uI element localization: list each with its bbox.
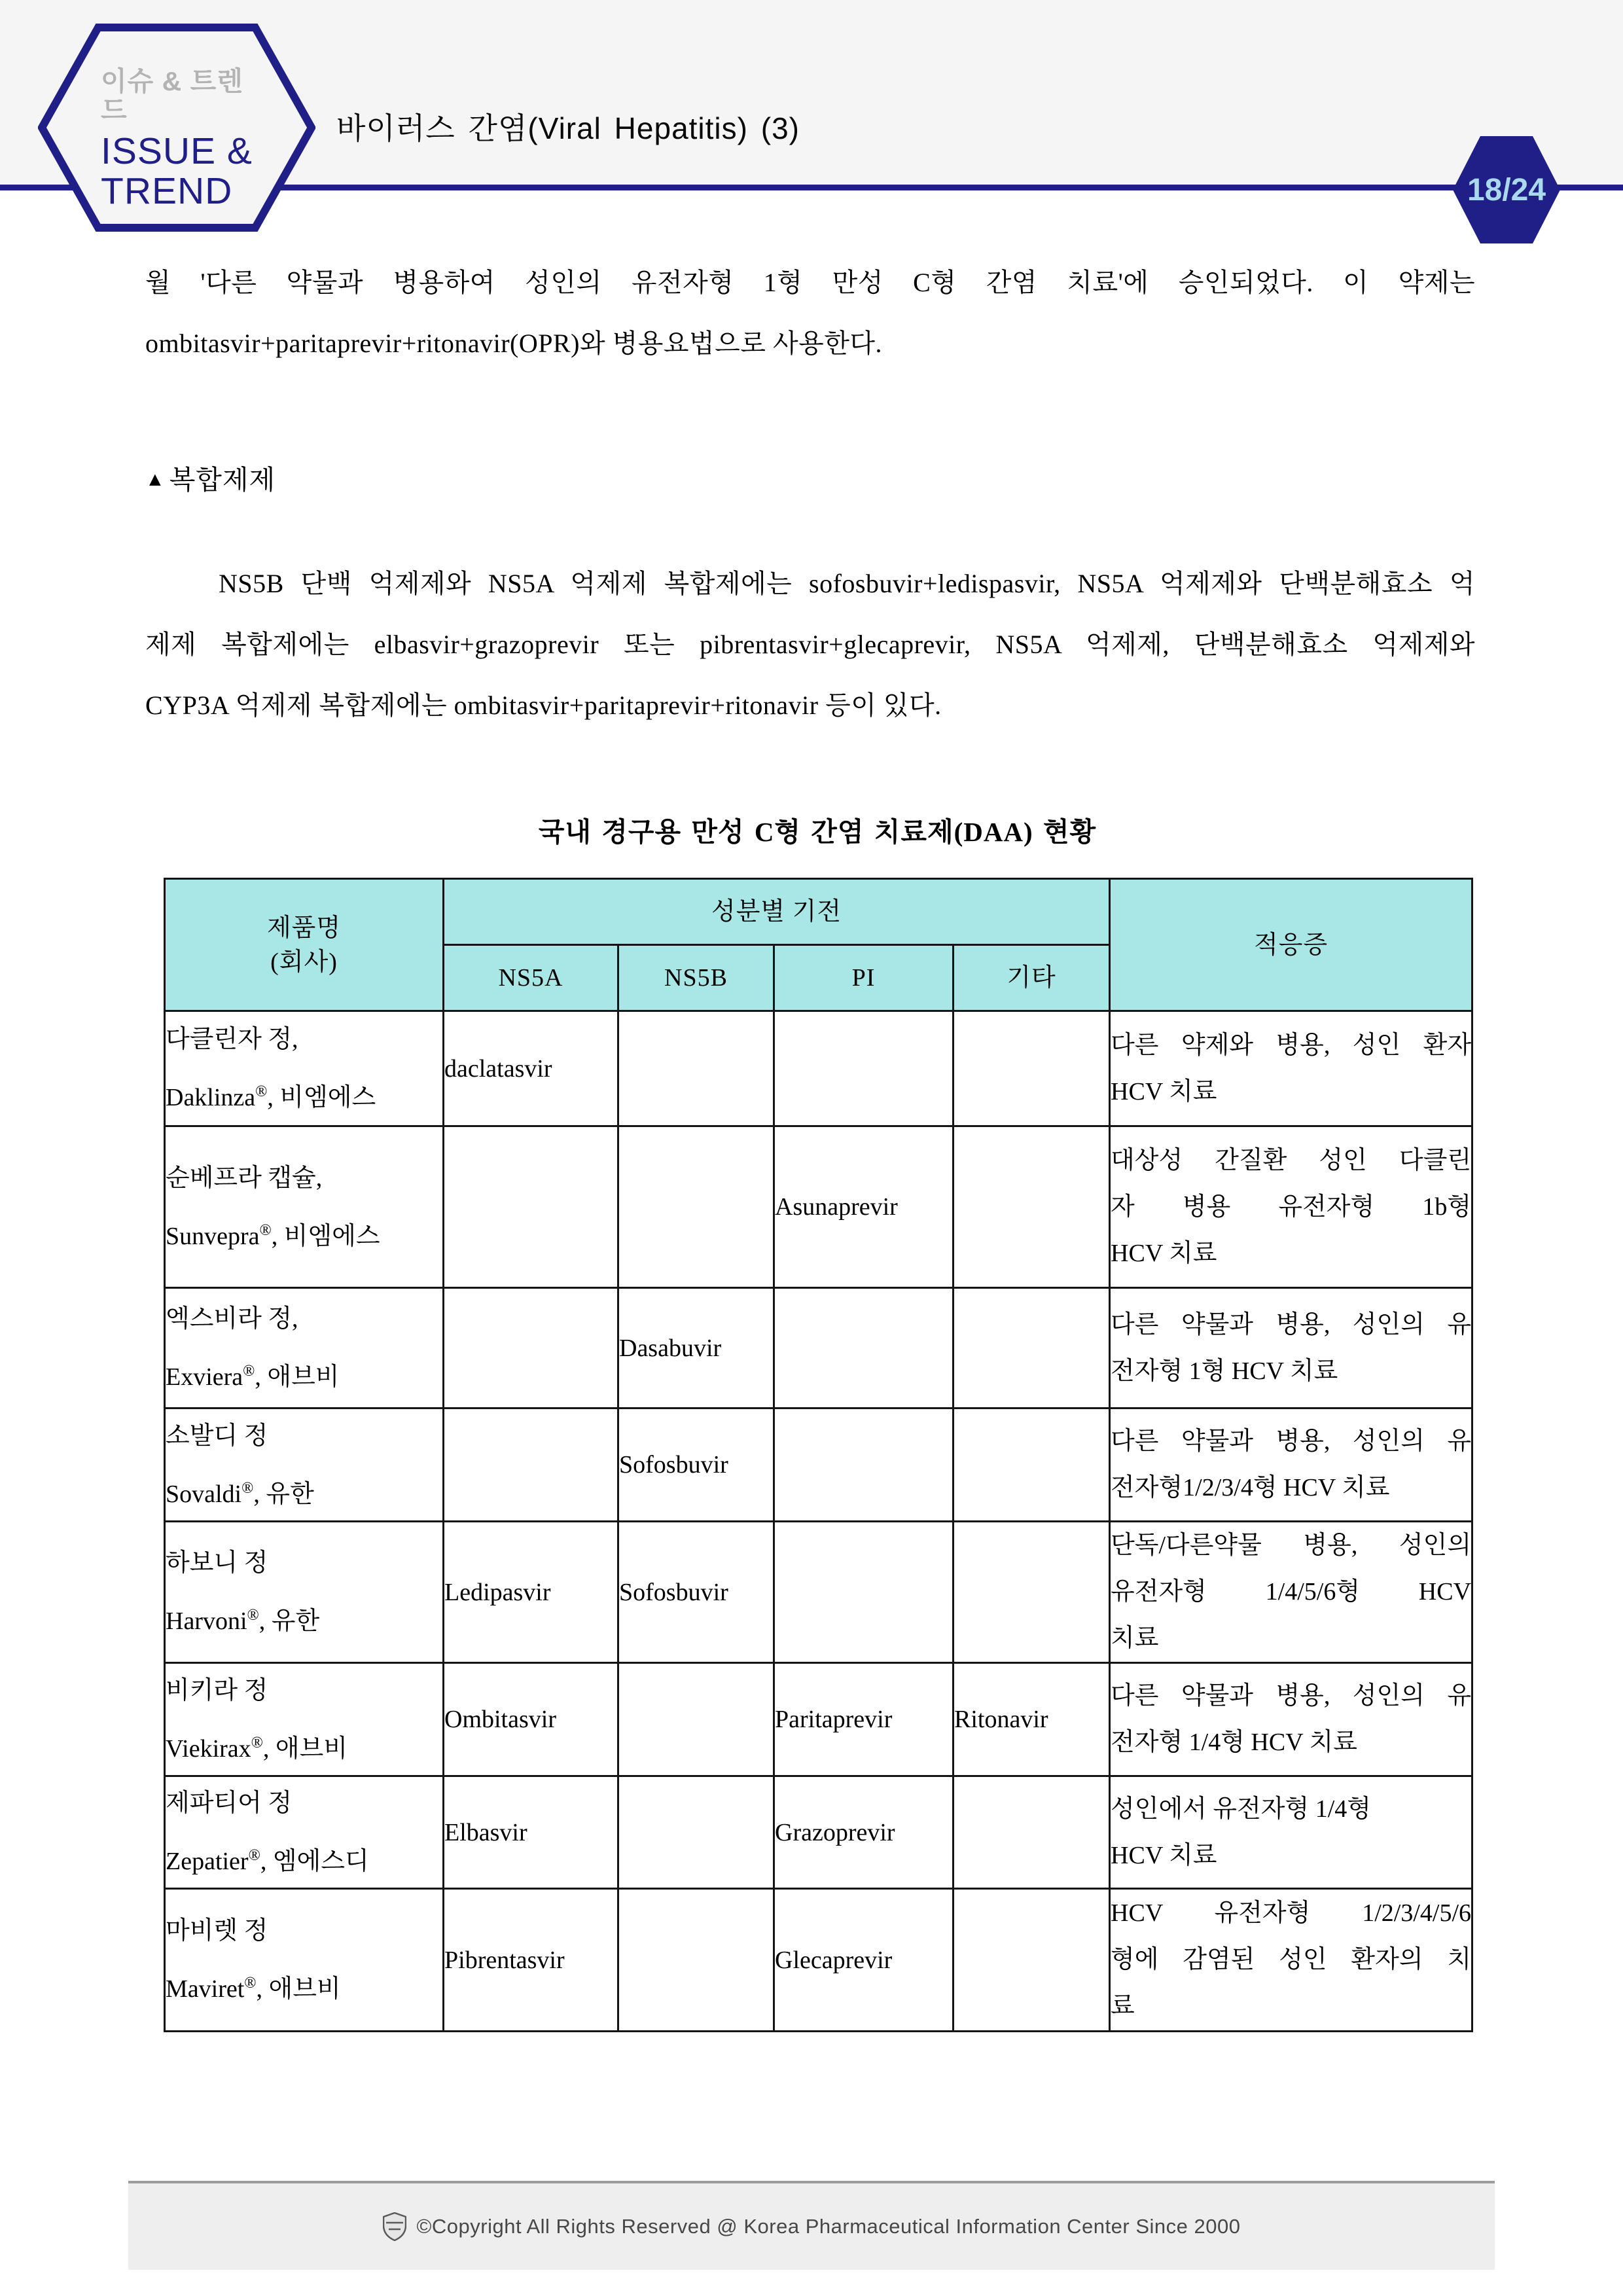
cell-etc (954, 1126, 1110, 1288)
col-header-pi: PI (774, 945, 954, 1011)
cell-ns5a: Ombitasvir (444, 1663, 618, 1776)
cell-indication: 성인에서 유전자형 1/4형 HCV 치료 (1110, 1776, 1472, 1889)
cell-product: 엑스비라 정, Exviera®, 애브비 (165, 1288, 444, 1408)
issue-trend-badge (38, 24, 315, 232)
daa-drug-table (164, 878, 1473, 2032)
page-title: 바이러스 간염(Viral Hepatitis) (3) (336, 111, 800, 145)
footer (128, 2181, 1495, 2270)
table-header-row (165, 879, 1472, 945)
cell-etc (954, 1288, 1110, 1408)
paragraph-line: NS5B 단백 억제제와 NS5A 억제제 복합제에는 sofosbuvir+ledispasvir, NS5A 억제제와 단백분해효소 억 (219, 569, 1475, 598)
cell-etc (954, 1889, 1110, 2032)
table-row (165, 1288, 1472, 1408)
table-row (165, 1889, 1472, 2032)
table-row (165, 1776, 1472, 1889)
cell-ns5b (618, 1011, 774, 1126)
cell-pi (774, 1011, 954, 1126)
cell-indication: 단독/다른약물 병용, 성인의 유전자형 1/4/5/6형 HCV 치료 (1110, 1522, 1472, 1663)
cell-ns5a: daclatasvir (444, 1011, 618, 1126)
cell-indication: 다른 약제와 병용, 성인 환자 HCV 치료 (1110, 1011, 1472, 1126)
cell-indication: 다른 약물과 병용, 성인의 유 전자형1/2/3/4형 HCV 치료 (1110, 1408, 1472, 1522)
cell-ns5b: Dasabuvir (618, 1288, 774, 1408)
cell-etc: Ritonavir (954, 1663, 1110, 1776)
col-header-etc: 기타 (954, 945, 1110, 1011)
cell-pi: Asunaprevir (774, 1126, 954, 1288)
cell-ns5a (444, 1126, 618, 1288)
cell-ns5b: Sofosbuvir (618, 1522, 774, 1663)
cell-etc (954, 1776, 1110, 1889)
page-number: 18/24 (1467, 172, 1546, 207)
cell-product: 하보니 정 Harvoni®, 유한 (165, 1522, 444, 1663)
cell-etc (954, 1522, 1110, 1663)
cell-ns5a: Ledipasvir (444, 1522, 618, 1663)
cell-pi (774, 1408, 954, 1522)
page-number-badge (1452, 135, 1561, 245)
shield-logo-icon (383, 2212, 406, 2241)
table-row (165, 1408, 1472, 1522)
cell-pi: Glecaprevir (774, 1889, 954, 2032)
cell-ns5a: Elbasvir (444, 1776, 618, 1889)
cell-pi: Paritaprevir (774, 1663, 954, 1776)
paragraph-line: ombitasvir+paritaprevir+ritonavir(OPR)와 병용요법으로 사용한다. (145, 329, 883, 358)
triangle-bullet-icon: ▲ (145, 469, 166, 490)
badge-trend-label: TREND (101, 170, 233, 213)
cell-ns5b (618, 1776, 774, 1889)
cell-product: 마비렛 정 Maviret®, 애브비 (165, 1889, 444, 2032)
table-row (165, 1663, 1472, 1776)
cell-pi (774, 1288, 954, 1408)
cell-indication: HCV 유전자형 1/2/3/4/5/6 형에 감염된 성인 환자의 치 료 (1110, 1889, 1472, 2032)
table-title: 국내 경구용 만성 C형 간염 치료제(DAA) 현황 (538, 817, 1097, 847)
cell-ns5a (444, 1288, 618, 1408)
cell-ns5b (618, 1663, 774, 1776)
cell-indication: 다른 약물과 병용, 성인의 유 전자형 1형 HCV 치료 (1110, 1288, 1472, 1408)
cell-ns5b (618, 1889, 774, 2032)
cell-ns5a: Pibrentasvir (444, 1889, 618, 2032)
paragraph-2 (145, 553, 1475, 736)
badge-korean-label: 이슈 & 트렌드 (101, 66, 243, 126)
cell-product: 다클린자 정, Daklinza®, 비엠에스 (165, 1011, 444, 1126)
cell-product: 제파티어 정 Zepatier®, 엠에스디 (165, 1776, 444, 1889)
col-header-mechanism: 성분별 기전 (444, 879, 1110, 945)
cell-etc (954, 1408, 1110, 1522)
cell-indication: 다른 약물과 병용, 성인의 유 전자형 1/4형 HCV 치료 (1110, 1663, 1472, 1776)
table-row (165, 1011, 1472, 1126)
cell-indication: 대상성 간질환 성인 다클린 자 병용 유전자형 1b형 HCV 치료 (1110, 1126, 1472, 1288)
col-header-product: 제품명 (회사) (165, 879, 444, 1011)
paragraph-1 (145, 252, 1475, 374)
section-heading (145, 458, 276, 497)
copyright-text: ©Copyright All Rights Reserved @ Korea Pharmaceutical Information Center Since 2000 (416, 2215, 1241, 2238)
col-header-indication: 적응증 (1110, 879, 1472, 1011)
badge-issue-label: ISSUE & (101, 130, 253, 172)
col-header-ns5a: NS5A (444, 945, 618, 1011)
col-header-ns5b: NS5B (618, 945, 774, 1011)
cell-ns5a (444, 1408, 618, 1522)
cell-ns5b: Sofosbuvir (618, 1408, 774, 1522)
table-row (165, 1522, 1472, 1663)
paragraph-line: 제제 복합제에는 elbasvir+grazoprevir 또는 pibrentasvir+glecaprevir, NS5A 억제제, 단백분해효소 억제제와 (145, 630, 1475, 659)
cell-ns5b (618, 1126, 774, 1288)
cell-product: 비키라 정 Viekirax®, 애브비 (165, 1663, 444, 1776)
section-heading-label: 복합제제 (169, 465, 276, 495)
cell-etc (954, 1011, 1110, 1126)
cell-product: 소발디 정 Sovaldi®, 유한 (165, 1408, 444, 1522)
paragraph-line: CYP3A 억제제 복합제에는 ombitasvir+paritaprevir+ritonavir 등이 있다. (145, 691, 942, 720)
cell-pi (774, 1522, 954, 1663)
cell-pi: Grazoprevir (774, 1776, 954, 1889)
paragraph-line: 월 '다른 약물과 병용하여 성인의 유전자형 1형 만성 C형 간염 치료'에 승인되었다. 이 약제는 (145, 268, 1475, 297)
cell-product: 순베프라 캡슐, Sunvepra®, 비엠에스 (165, 1126, 444, 1288)
table-row (165, 1126, 1472, 1288)
